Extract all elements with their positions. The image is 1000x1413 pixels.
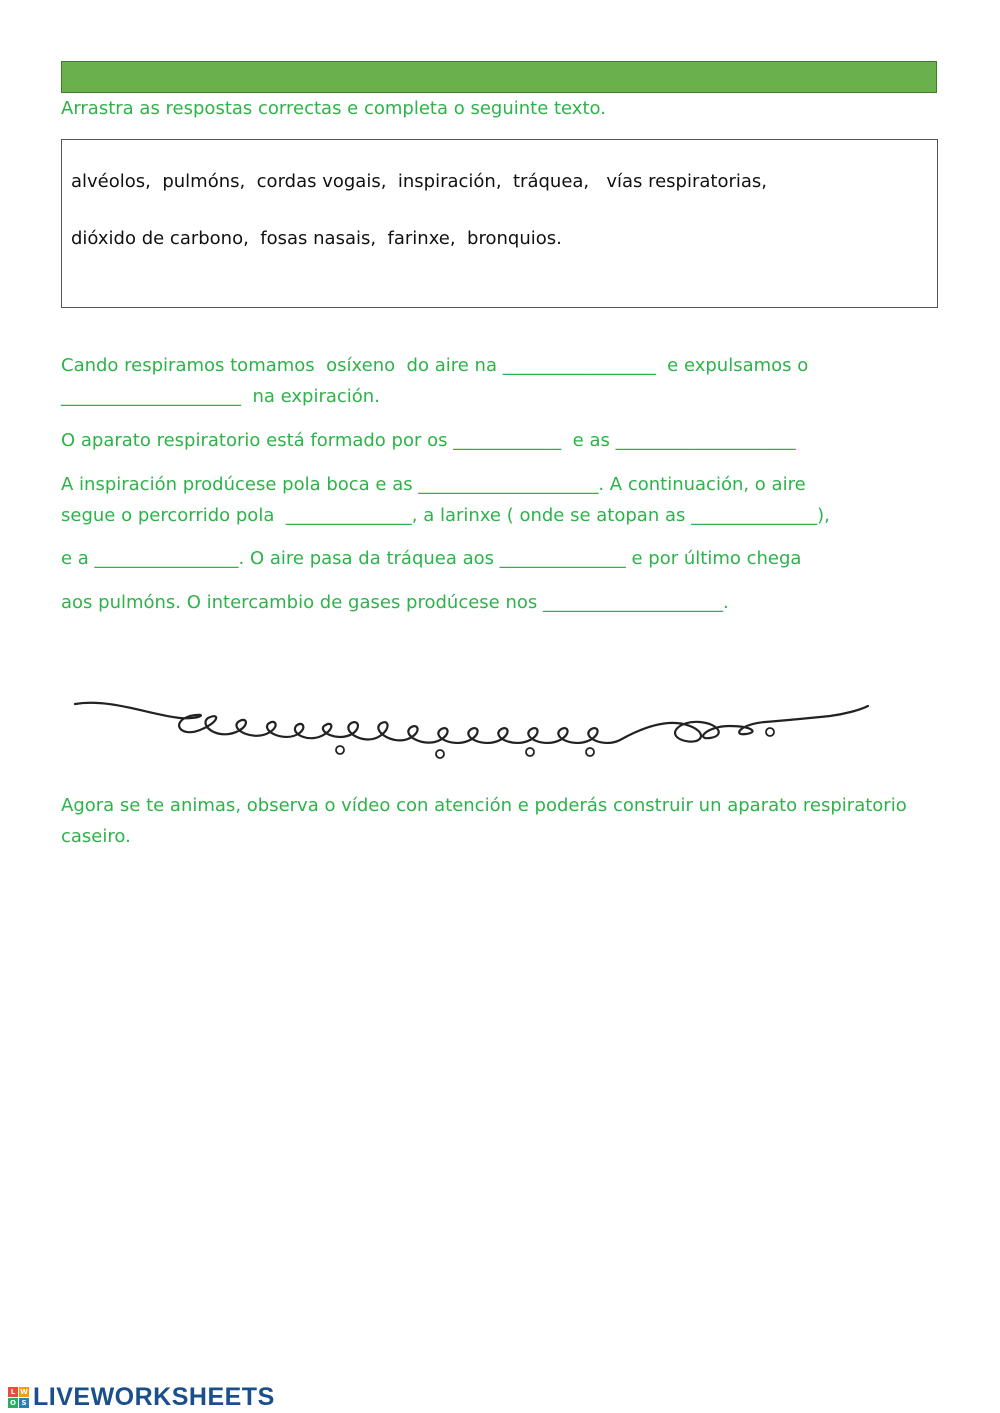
text-line-2: ____________________ na expiración.	[61, 386, 380, 407]
closing-line-2: caseiro.	[61, 826, 131, 847]
text-line-5: segue o percorrido pola ______________, a larinxe ( onde se atopan as ______________),	[61, 505, 830, 526]
text-line-6: e a ________________. O aire pasa da tráquea aos ______________ e por último chega	[61, 548, 802, 569]
text-line-1: Cando respiramos tomamos osíxeno do aire na _________________ e expulsamos o	[61, 355, 809, 376]
word-bank-line-2[interactable]: dióxido de carbono, fosas nasais, farinxe, bronquios.	[71, 228, 562, 249]
liveworksheets-logo-icon	[8, 1387, 29, 1408]
logo-tile: O	[8, 1398, 18, 1408]
text-line-4: A inspiración prodúcese pola boca e as ____________________. A continuación, o aire	[61, 474, 806, 495]
logo-tile: L	[8, 1387, 18, 1397]
closing-line-1: Agora se te animas, observa o vídeo con atención e poderás construir un aparato respiratorio	[61, 795, 907, 816]
text-line-3: O aparato respiratorio está formado por os ____________ e as ____________________	[61, 430, 796, 451]
decorative-swirl-divider	[70, 690, 870, 775]
text-line-7: aos pulmóns. O intercambio de gases prodúcese nos ____________________.	[61, 592, 729, 613]
word-bank-line-1[interactable]: alvéolos, pulmóns, cordas vogais, inspiración, tráquea, vías respiratorias,	[71, 171, 768, 192]
logo-tile: S	[19, 1398, 29, 1408]
footer	[8, 1383, 275, 1412]
instruction-text: Arrastra as respostas correctas e completa o seguinte texto.	[61, 98, 606, 119]
logo-tile: W	[20, 1388, 28, 1396]
word-bank	[61, 139, 938, 308]
brand-name[interactable]: LIVEWORKSHEETS	[33, 1383, 275, 1411]
header-bar	[61, 61, 937, 93]
